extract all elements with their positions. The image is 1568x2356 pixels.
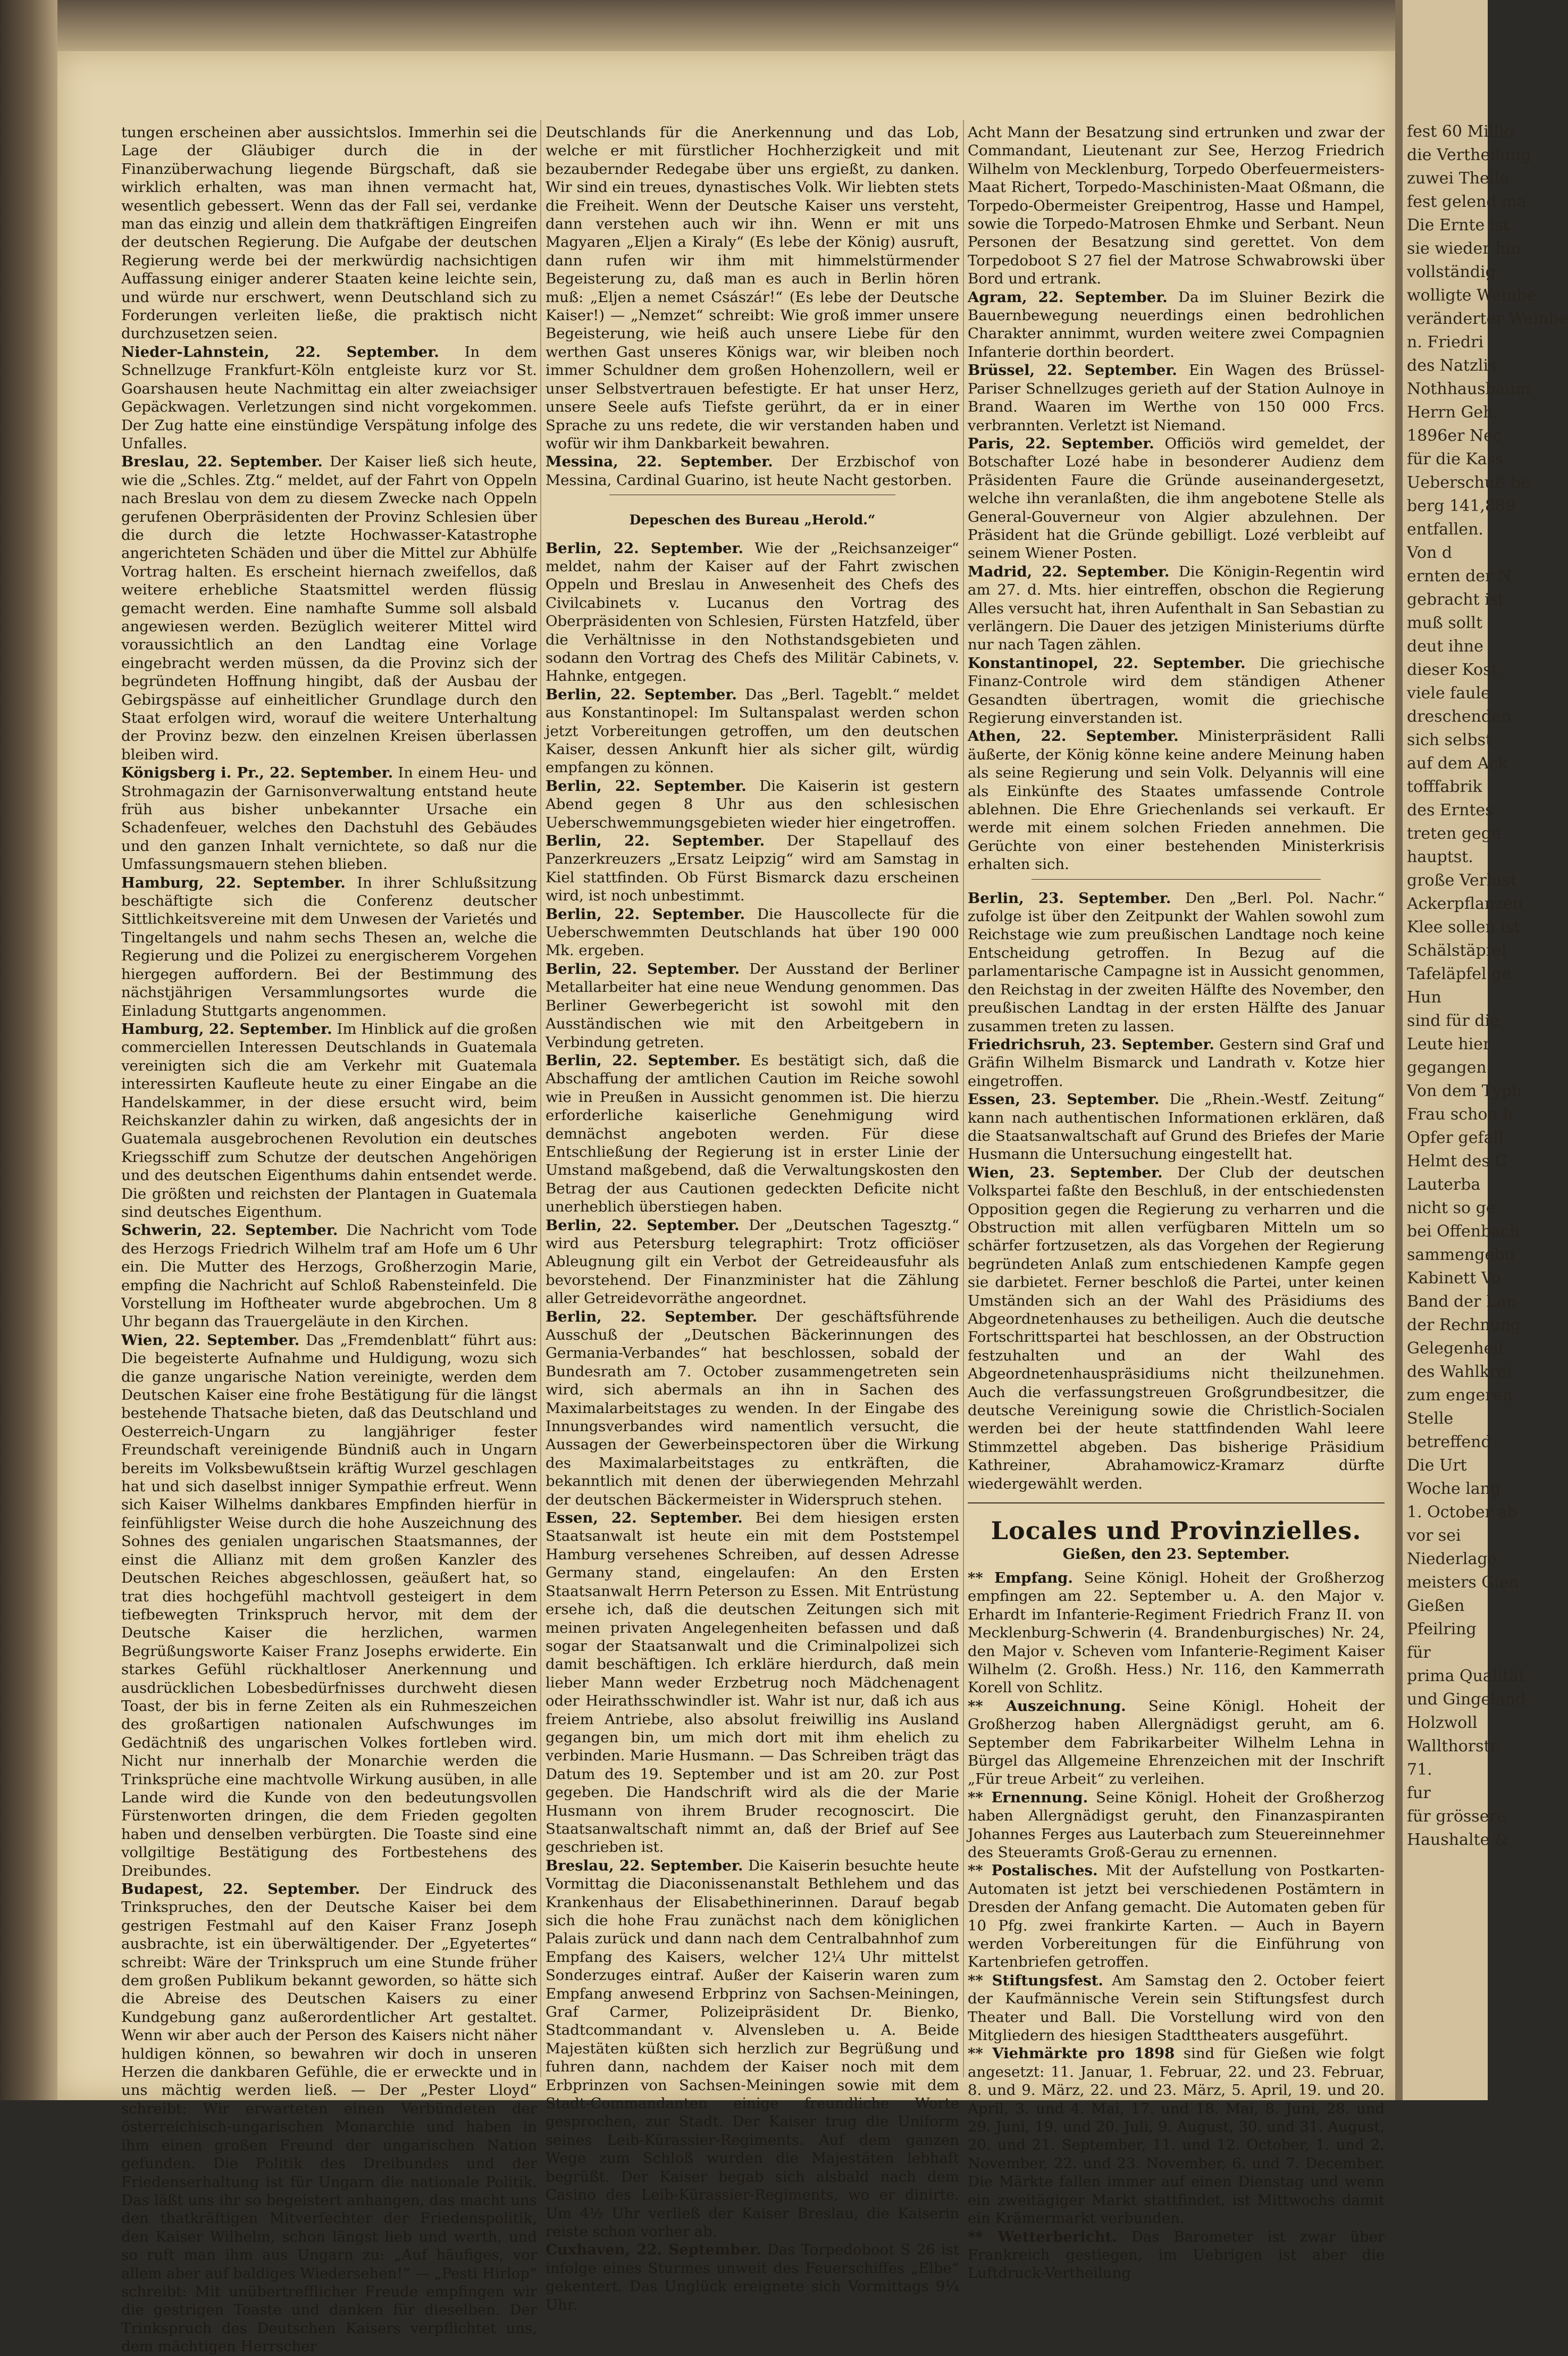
- article-text: Das Torpedoboot S 26 ist infolge eines Sturmes unweit des Feuerschiffes „Elbe“ gekentert. Das Unglück ereignete sich Vormittags 9¼ Uhr.: [546, 2241, 959, 2313]
- next-page-fragment: berg 141,889: [1407, 497, 1516, 515]
- next-page-fragment: meisters Gien: [1407, 1573, 1519, 1592]
- article-text: Seine Königl. Hoheit der Großherzog empfingen am 22. September u. A. den Major v. Erhardt im Infanterie-Regiment Friedrich Franz II. von Mecklenburg-Schwerin (4. Brandenburgisches) Nr. 24, den Major v. Scheven vom Infanterie-Regiment Kaiser Wilhelm (2. Großh. Hess.) Nr. 116, den Kammerrath Korell von Schlitz.: [968, 1569, 1385, 1697]
- next-page-fragment: Die Ernte ist: [1407, 216, 1510, 235]
- article-paragraph: [968, 288, 1385, 362]
- article-text: Der Ausstand der Berliner Metallarbeiter hat eine neue Wendung genommen. Das Berliner Gewerbegericht ist sowohl mit den Ausständischen wie mit den Arbeitgebern in Verbindung getreten.: [546, 960, 959, 1051]
- article-text: Da im Sluiner Bezirk die Bauernbewegung neuerdings einen bedrohlichen Charakter annimmt, wurden weitere zwei Compagnien Infanterie dorthin beordert.: [968, 288, 1385, 361]
- next-page-fragment: prima Qualität: [1407, 1667, 1525, 1685]
- article-text: Ministerpräsident Ralli äußerte, der König könne keine andere Meinung haben als seine Regierung und sein Volk. Delyannis will eine als Einkünfte des Staates umfassende Controle ablehnen. Die Ehre Griechenlands sei verkauft. Er werde mit einem solchen Frieden annehmen. Die Gerüchte von einer bestehenden Ministerkrisis erhalten sich.: [968, 728, 1385, 873]
- dateline: ** Ernennung.: [968, 1789, 1088, 1806]
- section-divider: [968, 1502, 1385, 1503]
- article-paragraph: [121, 874, 537, 1020]
- article-text: Die Kaiserin besuchte heute Vormittag die Diaconissenanstalt Bethlehem und das Krankenhaus der Elisabethinerinnen. Darauf begab sich die hohe Frau zunächst nach dem königlichen Palais zurück und dann nach dem Centralbahnhof zum Empfang des Kaisers, welcher 12¼ Uhr mittelst Sonderzuges eintraf. Außer der Kaiserin waren zum Empfang anwesend Erbprinz von Sachsen-Meiningen, Graf Carmer, Polizeipräsident Dr. Bienko, Stadtcommandant v. Alvensleben u. A. Beide Majestäten küßten sich herzlich zur Begrüßung und fuhren dann, nachdem der Kaiser noch mit dem Erbprinzen von Sachsen-Meiningen sowie mit dem Stadt-Commandanten einige freundliche Worte gesprochen, zur Stadt. Der Kaiser trug die Uniform seines Leib-Kürassier-Regiments. Auf dem ganzen Wege zum Schloß wurden die Majestäten lebhaft begrüßt. Der Kaiser begab sich alsbald nach dem Casino des Leib-Kürassier-Regiments, wo er dinirte. Um 4½ Uhr verließ der Kaiser Breslau, die Kaiserin reiste schon vorher ab.: [546, 1857, 959, 2240]
- next-page-fragment: des Erntes: [1407, 801, 1494, 820]
- article-text: Gestern sind Graf und Gräfin Wilhelm Bismarck und Landrath v. Kotze hier eingetroffen.: [968, 1035, 1385, 1090]
- dateline: Breslau, 22. September.: [121, 453, 323, 471]
- dateline: Königsberg i. Pr., 22. September.: [121, 764, 393, 782]
- section-heading: Depeschen des Bureau „Herold.“: [629, 512, 876, 528]
- next-page-fragment: Opfer gefall: [1407, 1129, 1504, 1147]
- article-text: Officiös wird gemeldet, der Botschafter Lozé habe in besonderer Audienz dem Präsidenten Faure die Gründe auseinandergesetzt, welche ihn veranlaßten, die ihm angebotene Stelle als General-Gouverneur von Algier abzulehnen. Der Präsident hat die Gründe gebilligt. Lozé verbleibt auf seinem Wiener Posten.: [968, 435, 1385, 562]
- next-page-fragment: fest gelend ma: [1407, 193, 1527, 211]
- article-text: Die Nachricht vom Tode des Herzogs Friedrich Wilhelm traf am Hofe um 6 Uhr ein. Die Mutter des Herzogs, Großherzogin Marie, empfing die Nachricht auf Schloß Rabensteinfeld. Die Vorstellung im Hoftheater wurde abgebrochen. Um 8 Uhr begann das Trauergeläute in den Kirchen.: [121, 1222, 538, 1331]
- next-page-fragment: sammengebu: [1407, 1246, 1515, 1264]
- article-paragraph: [968, 1789, 1385, 1862]
- next-page-fragment: Frau schon h: [1407, 1105, 1513, 1124]
- next-page-fragment: die Vertheilung: [1407, 146, 1531, 164]
- dateline: Essen, 23. September.: [968, 1091, 1160, 1108]
- next-page-fragment: 1. October ab: [1407, 1503, 1517, 1522]
- dateline: Breslau, 22. September.: [546, 1857, 743, 1874]
- next-page-fragment: des Wahlkrei: [1407, 1363, 1512, 1381]
- dateline: Cuxhaven, 22. September.: [546, 2241, 761, 2259]
- dateline: Brüssel, 22. September.: [968, 362, 1177, 379]
- next-page-fragment: n. Friedri: [1407, 333, 1484, 352]
- column-3: [968, 123, 1385, 2282]
- article-text: Deutschlands für die Anerkennung und das Lob, welche er mit fürstlicher Hochherzigkeit und mit bezaubernder Redegabe über uns ergießt, zu danken. Wir sind ein treues, dynastisches Volk. Wir liebten stets die Freiheit. Wenn der Deutsche Kaiser uns versteht, dann verstehen auch wir ihn. Wenn er mit uns Magyaren „Eljen a Kiraly“ (Es lebe der König) ausruft, dann rufen wir ihm mit himmelstürmender Begeisterung zu, daß man es auch in Berlin hören muß: „Eljen a nemet Császár!“ (Es lebe der Deutsche Kaiser!) — „Nemzet“ schreibt: Wie groß immer unsere Begeisterung, wie heiß auch unsere Liebe für den werthen Gast unseres Königs war, wir bleiben noch immer Schuldner dem großen Hohenzollern, weil er unser Selbstvertrauen befestigte. Er hat unser Herz, unsere Seele aufs Tiefste gerührt, da er in einer Sprache zu uns redete, die wir verstanden haben und wofür wir ihm Dankbarkeit bewahren.: [546, 124, 959, 452]
- article-text: Die griechische Finanz-Controle wird dem ständigen Athener Gesandten übertragen, womit die griechische Regierung einverstanden ist.: [968, 654, 1385, 726]
- next-page-fragment: fest 60 Millio: [1407, 122, 1514, 141]
- next-page-fragment: entfallen.: [1407, 520, 1483, 539]
- article-paragraph: [968, 1569, 1385, 1697]
- next-page-fragment: 71.: [1407, 1760, 1432, 1779]
- dateline: ** Postalisches.: [968, 1862, 1098, 1879]
- next-page-fragment: Stelle: [1407, 1409, 1454, 1428]
- article-text: Im Hinblick auf die großen commerciellen Interessen Deutschlands in Guatemala vereinigten sich die am Verkehr mit Guatemala interessirten Kaufleute heute zu einer Eingabe an die Handelskammer, in der diese ersucht wird, beim Reichskanzler dahin zu wirken, daß angesichts der in Guatemala ausgebrochenen Revolution ein deutsches Kriegsschiff zum Schutze der deutschen Angehörigen und des deutschen Eigenthums dahin entsendet werde. Die größten und reichsten der Plantagen in Guatemala sind deutsches Eigenthum.: [121, 1020, 537, 1221]
- article-paragraph: [968, 1164, 1385, 1493]
- article-text: Es bestätigt sich, daß die Abschaffung der amtlichen Caution im Reiche sowohl wie in Preußen in Aussicht genommen ist. Die hierzu erforderliche kaiserliche Genehmigung wird demnächst angeboten werden. Für diese Entschließung der Regierung ist in erster Linie der Umstand maßgebend, daß die Verwaltungskosten den Betrag der aus Cautionen gedeckten Deficite nicht unerheblich überstiegen haben.: [546, 1051, 960, 1216]
- next-page-fragment: gebracht ist: [1407, 590, 1505, 609]
- article-text: tungen erscheinen aber aussichtslos. Immerhin sei die Lage der Gläubiger durch die in der Finanzüberwachung liegende Bürgschaft, daß sie wirklich erhalten, was man ihnen vermacht hat, wesentlich gebessert. Wenn das der Fall sei, verdanke man das einzig und allein dem thatkräftigen Eingreifen der deutschen Regierung. Die Aufgabe der deutschen Regierung werde bei der merkwürdig nachsichtigen Auffassung einiger anderer Staaten keine leichte sein, und würde nur erschwert, wenn Deutschland sich zu Forderungen verleiten ließe, die praktisch nicht durchzusetzen seien.: [121, 124, 537, 342]
- article-text: Der Erzbischof von Messina, Cardinal Guarino, ist heute Nacht gestorben.: [546, 453, 959, 489]
- column-rule: [963, 120, 964, 2077]
- article-paragraph: [121, 764, 537, 873]
- next-page-fragment: Holzwoll: [1407, 1714, 1478, 1732]
- next-page-fragment: Klee sollen ist: [1407, 918, 1521, 937]
- article-text: Der Stapellauf des Panzerkreuzers „Ersatz Leipzig“ wird am Samstag in Kiel stattfinden. Ob Fürst Bismarck dazu erscheinen wird, ist noch unbestimmt.: [546, 832, 959, 905]
- dateline: ** Auszeichnung.: [968, 1697, 1126, 1715]
- dateline: Friedrichsruh, 23. September.: [968, 1035, 1214, 1053]
- next-page-fragment: fur: [1407, 1784, 1431, 1802]
- next-page-fragment: Helmt des C: [1407, 1152, 1507, 1171]
- dateline: ** Viehmärkte pro 1898: [968, 2045, 1175, 2062]
- next-page-fragment: Gelegenheit: [1407, 1339, 1505, 1358]
- article-text: Der geschäftsführende Ausschuß der „Deutschen Bäckerinnungen des Germania-Verbandes“ hat beschlossen, sobald der Bundesrath am 7. October zusammengetreten sein wird, sich abermals an ihn in Sachen des Maximalarbeitstages zu wenden. In der Eingabe des Innungsverbandes wird namentlich versucht, die Aussagen der Gewerbeinspectoren über die Wirkung des Maximalarbeitstages zu entkräften, die bekanntlich mit denen der überwiegenden Mehrzahl der deutschen Bäckermeister in Widerspruch stehen.: [546, 1308, 960, 1508]
- next-page-fragment: bei Offenbach: [1407, 1222, 1520, 1241]
- article-text: Seine Königl. Hoheit der Großherzog haben Allergnädigst geruht, am 6. September dem Fabrikarbeiter Wilhelm Lehna in Bürgel das Allgemeine Ehrenzeichen mit der Inschrift „Für treue Arbeit“ zu verleihen.: [968, 1697, 1385, 1788]
- article-text: Der Eindruck des Trinkspruches, den der Deutsche Kaiser bei dem gestrigen Festmahl auf den Kaiser Franz Joseph ausbrachte, ist ein überwältigender. Der „Egyetertes“ schreibt: Wäre der Trinkspruch um eine Stunde früher dem großen Publikum bekannt geworden, so hätte sich die Abreise des Deutschen Kaisers zu einer Kundgebung ganz außerordentlicher Art gestaltet. Wenn wir aber auch der Person des Kaisers nicht näher huldigen können, so bewahren wir doch in unseren Herzen die dankbaren Gefühle, die er erweckte und in uns mächtig werden ließ. — Der „Pester Lloyd“ schreibt: Wir erwarteten einen Verbündeten der österreichisch-ungarischen Monarchie und haben in ihm einen großen Freund der ungarischen Nation gefunden. Die Politik des Dreibundes und der Friedenserhaltung ist für Ungarn die nationale Politik. Das läßt uns ihr so begeistert anhangen, das macht uns den thatkräftigen Mitverfechter der Friedenspolitik, den Kaiser Wilhelm, schon längst lieb und werth, und so ruft man ihm aus Ungarn zu: „Auf häufiges, vor allem aber auf baldiges Wiedersehen!“ — „Pesti Hirlop“ schreibt: Mit unübertrefflicher Freude empfingen wir die gestrigen Toaste und danken für dieselben. Der Trinkspruch des Deutschen Kaisers verpflichtet uns, dem mächtigen Herrscher: [121, 1881, 538, 2355]
- article-paragraph: [121, 1221, 537, 1331]
- dateline: Wien, 22. September.: [121, 1331, 300, 1349]
- article-paragraph: [968, 1861, 1385, 1971]
- next-page-fragment: Tafeläpfel ge: [1407, 965, 1512, 983]
- dateline: Wien, 23. September.: [968, 1164, 1163, 1181]
- next-page-fragment: und Gingeland: [1407, 1690, 1526, 1709]
- dateline: Nieder-Lahnstein, 22. September.: [121, 343, 439, 361]
- article-text: Das „Berl. Tageblt.“ meldet aus Konstantinopel: Im Sultanspalast werden schon jetzt Vorbereitungen getroffen, um den deutschen Kaiser, dessen Ankunft hier als sicher gilt, würdig empfangen zu können.: [546, 686, 959, 776]
- article-paragraph: [968, 1090, 1385, 1164]
- next-page-fragment: Woche lang: [1407, 1480, 1501, 1498]
- article-paragraph: [121, 1020, 537, 1221]
- article-text: Die „Rhein.-Westf. Zeitung“ kann nach authentischen Informationen erklären, daß die Staatsanwaltschaft auf Grund des Briefes der Marie Husmann die Untersuchung eingestellt hat.: [968, 1091, 1385, 1163]
- next-page-fragment: hauptst.: [1407, 848, 1473, 866]
- next-page-fragment: Von dem Typh: [1407, 1082, 1522, 1100]
- next-page-fragment: gegangen.: [1407, 1058, 1492, 1077]
- next-page-fragment: veränderter Weinbe: [1407, 310, 1568, 328]
- next-page-fragment: vor sei: [1407, 1526, 1461, 1545]
- dateline: Berlin, 22. September.: [546, 905, 745, 923]
- article-text: In einem Heu- und Strohmagazin der Garnisonverwaltung entstand heute früh aus bisher unbekannter Ursache ein Schadenfeuer, welches den Dachstuhl des Gebäudes und den ganzen Inhalt vernichtete, so daß nur die Umfassungsmauern stehen blieben.: [121, 764, 537, 873]
- dateline: Athen, 22. September.: [968, 728, 1179, 745]
- next-page-fragment: Ackerpflanzen: [1407, 895, 1523, 913]
- article-text: Die Hauscollecte für die Ueberschwemmten Deutschlands hat über 190 000 Mk. ergeben.: [546, 905, 960, 959]
- next-page-fragment: muß sollt: [1407, 614, 1483, 632]
- next-page-fragment: Haushalte &: [1407, 1831, 1509, 1849]
- article-text: Ein Wagen des Brüssel-Pariser Schnellzuges gerieth auf der Station Aulnoye in Brand. Waaren im Werthe von 150 000 Frcs. verbrannten. Verletzt ist Niemand.: [968, 362, 1385, 434]
- next-page-fragment: Nothhausbaum: [1407, 380, 1531, 398]
- next-page-fragment: Hun: [1407, 988, 1441, 1007]
- article-paragraph: [546, 1051, 959, 1216]
- article-text: Den „Berl. Pol. Nachr.“ zufolge ist über den Zeitpunkt der Wahlen sowohl zum Reichstage wie zum preußischen Landtage noch keine Entscheidung getroffen. In Bezug auf die parlamentarische Campagne ist in Aussicht genommen, den Reichstag in der zweiten Hälfte des November, den preußischen Landtag in der ersten Hälfte des Januar zusammen treten zu lassen.: [968, 889, 1385, 1035]
- next-page-fragment: Pfeilring: [1407, 1620, 1477, 1639]
- next-page-fragment: Ueberschuß be: [1407, 473, 1530, 492]
- article-text: In ihrer Schlußsitzung beschäftigte sich die Conferenz deutscher Sittlichkeitsvereine mit dem Unwesen der Varietés und Tingeltangels und nahm sechs Thesen an, welche die Regierung und die Polizei zu energischerem Vorgehen hiergegen auffordern. Bei der Bestimmung des nächstjährigen Versammlungsortes wurde die Einladung Stuttgarts angenommen.: [121, 874, 537, 1020]
- next-page-fragment: große Verlust: [1407, 871, 1517, 890]
- next-page-fragment: sich selbst: [1407, 731, 1492, 749]
- article-paragraph: [968, 123, 1385, 288]
- article-paragraph: [546, 686, 959, 777]
- dateline: Berlin, 22. September.: [546, 686, 737, 703]
- article-text: Der „Deutschen Tagesztg.“ wird aus Petersburg telegraphirt: Trotz officiöser Ableugnung gilt ein Verbot der Getreideausfuhr als bevorstehend. Der Finanzminister hat die Zählung aller Getreidevorräthe angeordnet.: [546, 1216, 960, 1307]
- next-page-fragment: des Natzlis: [1407, 356, 1497, 375]
- next-page-fragment: Herrn Geh.: [1407, 403, 1499, 422]
- next-page-fragment: dieser Kost: [1407, 661, 1498, 679]
- top-page-edge: [57, 0, 1395, 51]
- article-paragraph: [546, 1857, 959, 2241]
- dateline: Berlin, 22. September.: [546, 1051, 741, 1069]
- article-paragraph: [546, 960, 959, 1051]
- next-page-fragment: Niederlage: [1407, 1550, 1497, 1568]
- article-paragraph: [968, 654, 1385, 728]
- dateline: Essen, 22. September.: [546, 1509, 743, 1527]
- article-paragraph: [968, 1971, 1385, 2045]
- article-text: Der Kaiser ließ sich heute, wie die „Schles. Ztg.“ meldet, auf der Fahrt von Oppeln nach Breslau von dem zu diesem Zwecke nach Oppeln gerufenen Oberpräsidenten der Provinz Schlesien über die durch die letzte Hochwasser-Katastrophe angerichteten Schäden und über die Mittel zur Abhülfe Vortrag halten. Es erscheint hiernach zweifellos, daß weitere erhebliche Staatsmittel werden flüssig gemacht werden. Eine namhafte Summe soll alsbald angewiesen werden. Bezüglich weiterer Mittel wird voraussichtlich an den Landtag eine Vorlage eingebracht werden müssen, da die Provinz sich der begründeten Hoffnung hingibt, daß der Ausbau der Gebirgspässe auf einheitlicher Grundlage durch den Staat erfolgen wird, worauf die weitere Unterhaltung der Provinz bezw. den einzelnen Kreisen überlassen bleiben wird.: [121, 453, 537, 763]
- next-page-fragment: sie wieder hin: [1407, 239, 1521, 258]
- dateline: Berlin, 23. September.: [968, 889, 1171, 907]
- next-page-fragment: tofffabrik: [1407, 778, 1482, 796]
- dateline: Berlin, 22. September.: [546, 777, 747, 795]
- dateline: Paris, 22. September.: [968, 435, 1154, 452]
- page-gutter: [1395, 0, 1403, 2100]
- dateline: ** Empfang.: [968, 1569, 1073, 1586]
- next-page-fragment: Band der Lan: [1407, 1292, 1516, 1311]
- next-page-fragment: treten gege: [1407, 824, 1501, 843]
- dateline: Berlin, 22. September.: [546, 832, 765, 850]
- book-binding: [0, 0, 57, 2100]
- article-text: Die Königin-Regentin wird am 27. d. Mts. hier eintreffen, obschon die Regierung Alles versucht hat, ihren Aufenthalt in San Sebastian zu verlängern. Die Dauer des jetzigen Ministeriums dürfte nur nach Tagen zählen.: [968, 563, 1385, 654]
- article-text: Am Samstag den 2. October feiert der Kaufmännische Verein sein Stiftungsfest durch Theater und Ball. Die Vorstellung wird von den Mitgliedern des hiesigen Stadttheaters ausgeführt.: [968, 1971, 1385, 2044]
- section-heading-locales: Locales und Provinzielles.: [991, 1516, 1362, 1545]
- next-page-fragment: für die Kass: [1407, 450, 1504, 469]
- article-paragraph: [968, 2044, 1385, 2227]
- article-paragraph: [121, 123, 537, 343]
- article-text: Mit der Aufstellung von Postkarten-Automaten ist jetzt bei verschiedenen Postämtern in Dresden der Anfang gemacht. Die Automaten geben für 10 Pfg. zwei frankirte Karten. — Auch in Bayern werden Vorbereitungen für die Einführung von Kartenbriefen getroffen.: [968, 1862, 1385, 1971]
- article-paragraph: [121, 453, 537, 764]
- next-page-fragment: wolligte Weinbe: [1407, 286, 1537, 305]
- next-page-fragment: 1896er Nec: [1407, 427, 1502, 445]
- article-paragraph: [546, 453, 959, 489]
- next-page-fragment: deut ihne: [1407, 637, 1483, 656]
- next-page-fragment: Die Urt: [1407, 1456, 1467, 1475]
- article-paragraph: [968, 2228, 1385, 2283]
- column-rule: [540, 120, 541, 2077]
- article-text: Seine Königl. Hoheit der Großherzog haben Allergnädigst geruht, den Finanzaspiranten Johannes Ferges aus Lauterbach zum Steuereinnehmer des Steueramts Groß-Gerau zu ernennen.: [968, 1789, 1385, 1861]
- next-page-fragment: Schälstäpfel: [1407, 941, 1507, 960]
- next-page-fragment: Von d: [1407, 544, 1453, 562]
- next-page-fragment: vollständig: [1407, 263, 1496, 281]
- local-dateline: Gießen, den 23. September.: [1062, 1545, 1290, 1563]
- article-text: sind für Gießen wie folgt angesetzt: 11. Januar, 1. Februar, 22. und 23. Februar, 8. und 9. März, 22. und 23. März, 5. April, 19. und 20. April, 3. und 4. Mai, 17. und 18. Mai, 8. Juni, 28. und 29. Juni, 19. und 20. Juli, 9. August, 30. und 31. August, 20. und 21. September, 11. und 12. October, 1. und 2. November, 22. und 23. November, 6. und 7. December. Die Märkte fallen immer auf einen Dienstag und wenn ein zweitägiger Markt stattfindet, ist Mittwochs damit ein Krämermarkt verbunden.: [968, 2045, 1385, 2227]
- dateline: Agram, 22. September.: [968, 288, 1168, 306]
- next-page-fragment: zum engeren: [1407, 1386, 1513, 1405]
- next-page-fragment: auf dem Ack: [1407, 754, 1508, 773]
- dateline: Budapest, 22. September.: [121, 1881, 360, 1898]
- article-paragraph: [546, 777, 959, 832]
- article-paragraph: [968, 435, 1385, 563]
- article-text: Acht Mann der Besatzung sind ertrunken und zwar der Commandant, Lieutenant zur See, Herzog Friedrich Wilhelm von Mecklenburg, Torpedo Oberfeuermeisters-Maat Richert, Torpedo-Maschinisten-Maat Oßmann, die Torpedo-Obermeister Greipentrog, Hasse und Hampel, sowie die Torpedo-Matrosen Ehmke und Serbant. Neun Personen der Besatzung sind gerettet. Von dem Torpedoboot S 27 fiel der Matrose Schwabrowski über Bord und ertrank.: [968, 124, 1385, 288]
- dateline: Berlin, 22. September.: [546, 539, 744, 557]
- article-text: Das Barometer ist zwar über Frankreich gestiegen, im Uebrigen ist aber die Luftdruck-Vertheilung: [968, 2228, 1385, 2282]
- article-paragraph: [968, 1697, 1385, 1789]
- article-paragraph: [546, 1509, 959, 1857]
- dateline: Hamburg, 22. September.: [121, 874, 346, 891]
- next-page-fragment: sind für die: [1407, 1012, 1499, 1030]
- column-1: [121, 123, 538, 2355]
- next-page-fragment: Wallthorstr.: [1407, 1737, 1502, 1756]
- article-text: Wie der „Reichsanzeiger“ meldet, nahm der Kaiser auf der Fahrt zwischen Oppeln und Breslau in Anwesenheit des Chefs des Civilcabinets v. Lucanus den Vortrag des Oberpräsidenten von Schlesien, Fürsten Hatzfeld, über die Verhältnisse in den Nothstandsgebieten und sodann den Vortrag des Chefs des Militär Cabinets, v. Hahnke, entgegen.: [546, 539, 959, 685]
- column-2: [546, 123, 960, 2313]
- article-paragraph: [546, 123, 959, 453]
- dateline: Hamburg, 22. September.: [121, 1020, 332, 1038]
- article-text: Die Kaiserin ist gestern Abend gegen 8 Uhr aus den schlesischen Ueberschwemmungsgebieten wieder hier eingetroffen.: [546, 777, 959, 831]
- dateline: ** Stiftungsfest.: [968, 1971, 1103, 1989]
- dateline: Schwerin, 22. September.: [121, 1222, 338, 1239]
- next-page-fragment: dreschenden: [1407, 707, 1512, 726]
- next-page-fragment: für: [1407, 1643, 1431, 1662]
- next-page-fragment: Leute hier: [1407, 1035, 1491, 1054]
- article-text: Bei dem hiesigen ersten Staatsanwalt ist heute ein mit dem Poststempel Hamburg versehenes Schreiben, auf dessen Adresse Germany stand, eingelaufen: An den Ersten Staatsanwalt Herrn Peterson zu Essen. Mit Entrüstung ersehe ich, daß die deutschen Zeitungen sich mit meinen privaten Angelegenheiten befassen und daß sogar der Staatsanwalt und die Criminalpolizei sich damit beschäftigen. Ich erkläre hierdurch, daß mein lieber Mann weder Erzbetrug noch Mädchenagent oder Heirathsschwindler ist. Wahr ist nur, daß ich aus freiem Antriebe, also absolut freiwillig ins Ausland gegangen bin, um mich dort mit ihm ehelich zu verbinden. Marie Husmann. — Das Schreiben trägt das Datum des 19. September und ist am 20. zur Post gegeben. Die Handschrift wird als die der Marie Husmann von ihrem Bruder recognoscirt. Die Staatsanwaltschaft nimmt an, daß der Brief auf See geschrieben ist.: [546, 1509, 959, 1856]
- dateline: ** Wetterbericht.: [968, 2228, 1117, 2245]
- article-paragraph: [546, 832, 959, 905]
- next-page-edge: [1403, 0, 1568, 2100]
- article-paragraph: [546, 2241, 959, 2314]
- article-paragraph: [546, 1308, 959, 1509]
- article-paragraph: [121, 1331, 537, 1880]
- dateline: Berlin, 22. September.: [546, 960, 740, 978]
- section-divider: [1032, 879, 1321, 880]
- article-paragraph: [968, 563, 1385, 654]
- dateline: Berlin, 22. September.: [546, 1216, 740, 1234]
- next-page-fragment: Gießen: [1407, 1597, 1465, 1615]
- next-page-fragment: zuwei Theile: [1407, 169, 1509, 188]
- dateline: Messina, 22. September.: [546, 453, 773, 471]
- dateline: Berlin, 22. September.: [546, 1308, 758, 1325]
- next-page-fragment: betreffend: [1407, 1433, 1491, 1451]
- next-page-fragment: ernten der N: [1407, 567, 1512, 586]
- dateline: Madrid, 22. September.: [968, 563, 1170, 580]
- dateline: Konstantinopel, 22. September.: [968, 654, 1246, 672]
- article-text: In dem Schnellzuge Frankfurt-Köln entgleiste kurz vor St. Goarshausen heute Nachmittag ein alter zweiachsiger Gepäckwagen. Verletzungen sind nicht vorgekommen. Der Zug hatte eine einstündige Verspätung infolge des Unfalles.: [121, 343, 538, 452]
- next-page-fragment: viele faule: [1407, 684, 1490, 703]
- next-page-fragment: der Rechnung: [1407, 1316, 1521, 1334]
- article-text: Das „Fremdenblatt“ führt aus: Die begeisterte Aufnahme und Huldigung, wozu sich die ganze ungarische Nation vereinigte, werden dem Deutschen Kaiser eine frohe Bestätigung für die längst bestehende Thatsache bieten, daß das Deutschland und Oesterreich-Ungarn zu langjähriger fester Freundschaft vereinigende Bündniß auch in Ungarn bereits im Volksbewußtsein kräftig Wurzel geschlagen hat und sich daselbst inniger Sympathie erfreut. Wenn sich Kaiser Wilhelms dankbares Empfinden hierfür in feinfühligster Weise durch die hohe Auszeichnung des Sohnes des genialen ungarischen Staatsmannes, der einst die Allianz mit dem großen Kanzler des Deutschen Reiches abgeschlossen, geäußert hat, so trat dies hochgefühl machtvoll gesteigert in dem tiefbewegten Trinkspruch hervor, mit dem der Deutsche Kaiser die herzlichen, warmen Begrüßungsworte Kaiser Franz Josephs erwiderte. Ein starkes Gefühl rückhaltloser Anerkennung und ausdrücklichen Lobesbedürfnisses durchweht diesen Toast, der bis in ferne Zeiten als ein Ruhmeszeichen des großartigen nationalen Aufschwunges im Gedächtniß des ungarischen Volkes fortleben wird. Nicht nur innerhalb der Monarchie werden die Trinksprüche eine machtvolle Wirkung ausüben, in alle Lande wird die Kunde von den bedeutungsvollen Fürstenworten dringen, die dem Frieden gegolten haben und denselben verbürgten. Die Toaste sind eine vollgiltige Bestätigung des Fortbestehens des Dreibundes.: [121, 1331, 537, 1879]
- article-paragraph: [546, 539, 959, 686]
- next-page-fragment: nicht so ge: [1407, 1199, 1496, 1217]
- article-paragraph: [546, 905, 959, 960]
- next-page-fragment: für grössere: [1407, 1807, 1506, 1826]
- article-paragraph: [968, 727, 1385, 873]
- article-paragraph: [121, 343, 537, 453]
- article-text: Der Club der deutschen Volkspartei faßte den Beschluß, in der entschiedensten Opposition gegen die Regierung zu verharren und die Obstruction mit allen verfügbaren Mitteln um so schärfer fortzusetzen, als das Vorgehen der Regierung begründeten Anlaß zum entschiedenen Kampfe gegen sie darbietet. Ferner beschloß die Partei, unter keinen Umständen sich an der Wahl des Präsidiums des Abgeordnetenhauses zu betheiligen. Auch die deutsche Fortschrittspartei hat beschlossen, an der Obstruction festzuhalten und an der Wahl des Abgeordnetenhauspräsidiums nicht theilzunehmen. Auch die verfassungstreuen Großgrundbesitzer, die deutsche Vereinigung sowie die Christlich-Socialen werden bei der heute stattfindenden Wahl leere Stimmzettel abgeben. Das bisherige Präsidium Kathreiner, Abrahamowicz-Kramarz dürfte wiedergewählt werden.: [968, 1164, 1385, 1492]
- next-page-fragment: Kabinett Vo: [1407, 1269, 1501, 1288]
- next-page-fragment: Lauterba: [1407, 1175, 1481, 1194]
- article-paragraph: [968, 1035, 1385, 1090]
- article-paragraph: [968, 361, 1385, 435]
- article-paragraph: [968, 889, 1385, 1035]
- article-paragraph: [121, 1880, 537, 2356]
- article-paragraph: [546, 1216, 959, 1308]
